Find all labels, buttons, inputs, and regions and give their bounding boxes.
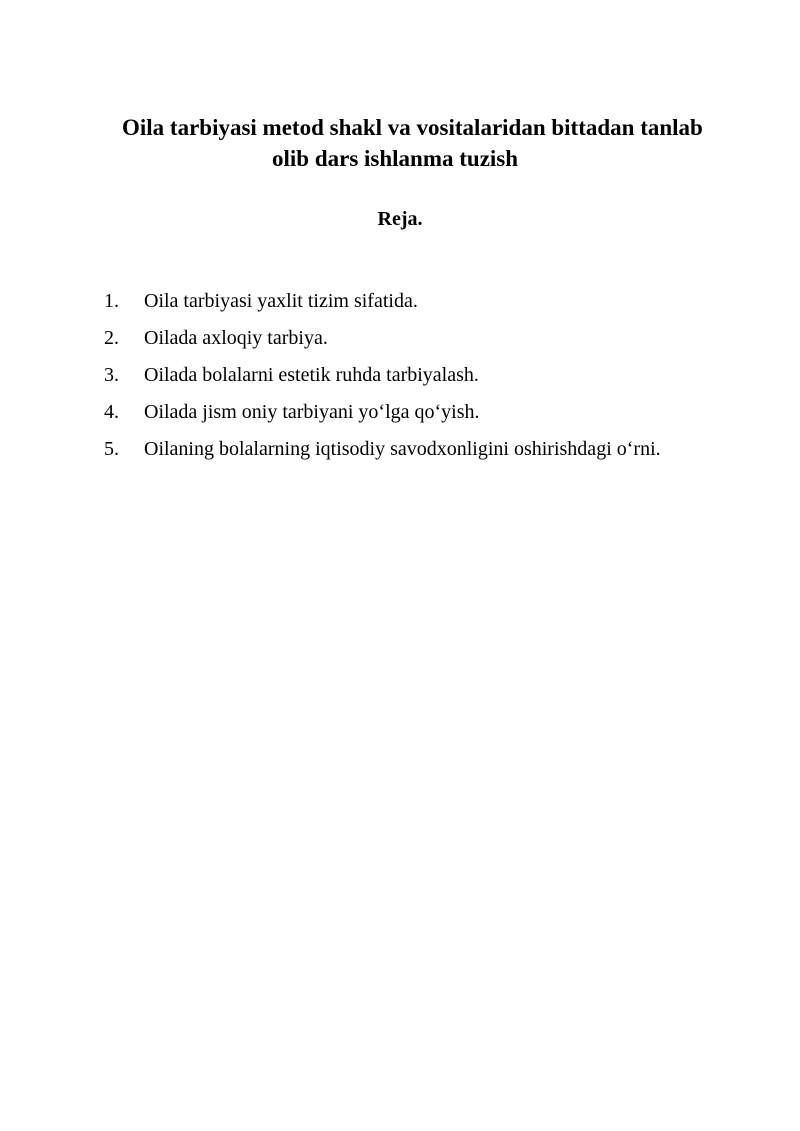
list-item-number: 1. [104, 290, 119, 312]
list-item-text: Oilaning bolalarning iqtisodiy savodxonligini oshirishdagi o‘rni. [144, 438, 661, 460]
list-item [104, 362, 744, 399]
list-item-number: 5. [104, 438, 119, 460]
list-item [104, 325, 744, 362]
list-item [104, 436, 744, 473]
list-item [104, 399, 744, 436]
list-item [104, 288, 744, 325]
document-title-line-2: olib dars ishlanma tuzish [272, 146, 519, 171]
list-item-text: Oilada bolalarni estetik ruhda tarbiyalash. [144, 364, 479, 386]
list-item-text: Oilada jism oniy tarbiyani yo‘lga qo‘yish. [144, 401, 480, 423]
list-item-text: Oilada axloqiy tarbiya. [144, 327, 328, 349]
list-item-number: 4. [104, 401, 119, 423]
list-item-number: 2. [104, 327, 119, 349]
plan-heading: Reja. [377, 208, 423, 230]
list-item-number: 3. [104, 364, 119, 386]
plan-list [104, 288, 744, 473]
document-title-line-1: Oila tarbiyasi metod shakl va vositalaridan bittadan tanlab [122, 115, 703, 140]
list-item-text: Oila tarbiyasi yaxlit tizim sifatida. [144, 290, 418, 312]
document-title [100, 112, 740, 174]
